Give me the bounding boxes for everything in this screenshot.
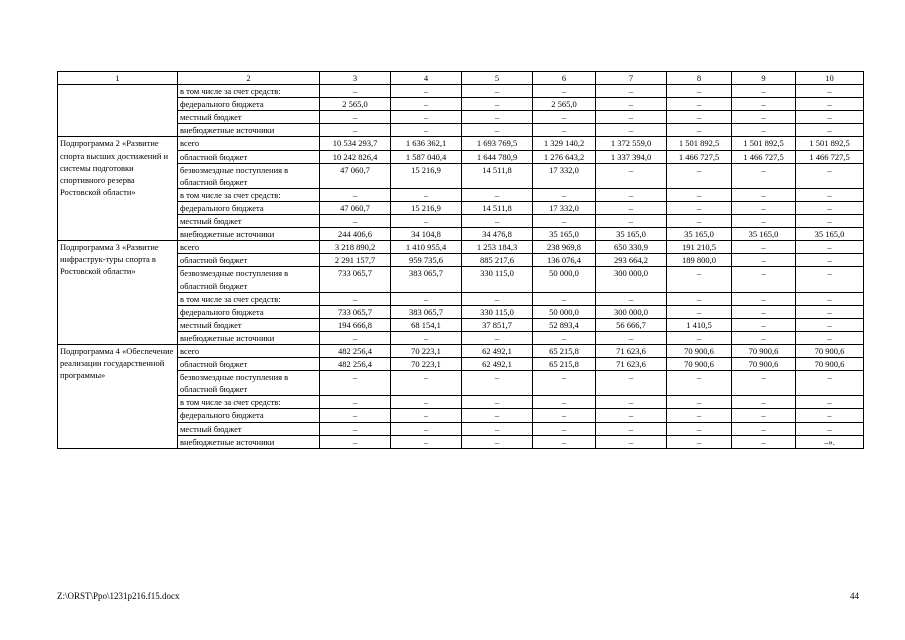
amount-cell: 1 693 769,5 bbox=[462, 137, 533, 150]
funding-source: федерального бюджета bbox=[178, 305, 320, 318]
amount-cell: – bbox=[533, 188, 596, 201]
table-row bbox=[58, 215, 864, 228]
amount-cell: 383 065,7 bbox=[391, 267, 462, 292]
funding-source: безвозмездные поступления в областной бюджет bbox=[178, 371, 320, 396]
subprogram-name: Подпрограмма 3 «Развитие инфраструк-туры спорта в Ростовской области» bbox=[58, 241, 178, 345]
amount-cell: 68 154,1 bbox=[391, 318, 462, 331]
amount-cell: – bbox=[596, 371, 667, 396]
amount-cell: – bbox=[533, 292, 596, 305]
amount-cell: 56 666,7 bbox=[596, 318, 667, 331]
amount-cell: – bbox=[732, 124, 796, 137]
amount-cell: –». bbox=[796, 435, 864, 448]
file-path: Z:\ORST\Ppo\1231p216.f15.docx bbox=[57, 591, 180, 601]
funding-source: безвозмездные поступления в областной бюджет bbox=[178, 163, 320, 188]
amount-cell: 50 000,0 bbox=[533, 267, 596, 292]
table-row bbox=[58, 358, 864, 371]
amount-cell: 1 501 892,5 bbox=[732, 137, 796, 150]
amount-cell: – bbox=[732, 98, 796, 111]
amount-cell: – bbox=[462, 98, 533, 111]
column-number: 3 bbox=[320, 72, 391, 85]
amount-cell: – bbox=[320, 331, 391, 344]
amount-cell: 47 060,7 bbox=[320, 163, 391, 188]
amount-cell: – bbox=[320, 409, 391, 422]
amount-cell: – bbox=[732, 371, 796, 396]
funding-source: федерального бюджета bbox=[178, 98, 320, 111]
amount-cell: 238 969,8 bbox=[533, 241, 596, 254]
amount-cell: – bbox=[732, 201, 796, 214]
table-row bbox=[58, 267, 864, 292]
amount-cell: – bbox=[796, 267, 864, 292]
funding-source: местный бюджет bbox=[178, 422, 320, 435]
amount-cell: – bbox=[796, 409, 864, 422]
amount-cell: – bbox=[732, 409, 796, 422]
amount-cell: 300 000,0 bbox=[596, 305, 667, 318]
header-row bbox=[58, 72, 864, 85]
amount-cell: – bbox=[596, 435, 667, 448]
column-number: 8 bbox=[667, 72, 732, 85]
amount-cell: 330 115,0 bbox=[462, 267, 533, 292]
amount-cell: – bbox=[391, 292, 462, 305]
amount-cell: – bbox=[391, 371, 462, 396]
amount-cell: – bbox=[596, 124, 667, 137]
amount-cell: – bbox=[596, 396, 667, 409]
amount-cell: – bbox=[462, 396, 533, 409]
amount-cell: 65 215,8 bbox=[533, 358, 596, 371]
table-row bbox=[58, 201, 864, 214]
amount-cell: 70 900,6 bbox=[796, 344, 864, 357]
subprogram-name: Подпрограмма 4 «Обеспечение реализации государственной программы» bbox=[58, 344, 178, 448]
subprogram-name bbox=[58, 85, 178, 137]
table-row bbox=[58, 124, 864, 137]
amount-cell: 2 291 157,7 bbox=[320, 254, 391, 267]
amount-cell: 2 565,0 bbox=[320, 98, 391, 111]
amount-cell: – bbox=[796, 201, 864, 214]
table-row bbox=[58, 422, 864, 435]
amount-cell: 3 218 890,2 bbox=[320, 241, 391, 254]
funding-source: в том числе за счет средств: bbox=[178, 188, 320, 201]
amount-cell: – bbox=[667, 409, 732, 422]
amount-cell: 70 900,6 bbox=[732, 344, 796, 357]
amount-cell: 1 253 184,3 bbox=[462, 241, 533, 254]
amount-cell: – bbox=[667, 188, 732, 201]
amount-cell: – bbox=[732, 254, 796, 267]
amount-cell: – bbox=[732, 163, 796, 188]
amount-cell: – bbox=[667, 267, 732, 292]
amount-cell: 293 664,2 bbox=[596, 254, 667, 267]
amount-cell: – bbox=[732, 305, 796, 318]
table-row bbox=[58, 98, 864, 111]
amount-cell: 70 223,1 bbox=[391, 358, 462, 371]
funding-source: всего bbox=[178, 241, 320, 254]
amount-cell: – bbox=[320, 371, 391, 396]
amount-cell: 35 165,0 bbox=[533, 228, 596, 241]
amount-cell: – bbox=[796, 111, 864, 124]
amount-cell: – bbox=[462, 371, 533, 396]
amount-cell: 35 165,0 bbox=[667, 228, 732, 241]
amount-cell: 1 501 892,5 bbox=[796, 137, 864, 150]
amount-cell: – bbox=[391, 331, 462, 344]
amount-cell: – bbox=[596, 188, 667, 201]
amount-cell: 70 900,6 bbox=[667, 344, 732, 357]
amount-cell: – bbox=[533, 371, 596, 396]
amount-cell: – bbox=[732, 188, 796, 201]
funding-source: областной бюджет bbox=[178, 150, 320, 163]
amount-cell: – bbox=[732, 396, 796, 409]
amount-cell: – bbox=[533, 215, 596, 228]
amount-cell: – bbox=[596, 201, 667, 214]
table-row bbox=[58, 331, 864, 344]
amount-cell: 1 466 727,5 bbox=[667, 150, 732, 163]
amount-cell: – bbox=[391, 85, 462, 98]
funding-source: внебюджетные источники bbox=[178, 331, 320, 344]
amount-cell: – bbox=[667, 305, 732, 318]
amount-cell: – bbox=[533, 409, 596, 422]
table-row bbox=[58, 435, 864, 448]
amount-cell: – bbox=[732, 215, 796, 228]
amount-cell: – bbox=[320, 215, 391, 228]
funding-source: в том числе за счет средств: bbox=[178, 85, 320, 98]
amount-cell: 1 276 643,2 bbox=[533, 150, 596, 163]
amount-cell: – bbox=[796, 215, 864, 228]
amount-cell: – bbox=[320, 396, 391, 409]
table-row bbox=[58, 396, 864, 409]
funding-source: местный бюджет bbox=[178, 318, 320, 331]
amount-cell: – bbox=[462, 422, 533, 435]
funding-source: безвозмездные поступления в областной бюджет bbox=[178, 267, 320, 292]
amount-cell: – bbox=[391, 215, 462, 228]
amount-cell: – bbox=[796, 163, 864, 188]
amount-cell: – bbox=[320, 85, 391, 98]
table-row bbox=[58, 371, 864, 396]
funding-source: в том числе за счет средств: bbox=[178, 396, 320, 409]
amount-cell: 189 800,0 bbox=[667, 254, 732, 267]
amount-cell: – bbox=[732, 422, 796, 435]
amount-cell: 244 406,6 bbox=[320, 228, 391, 241]
funding-source: федерального бюджета bbox=[178, 201, 320, 214]
amount-cell: 1 410,5 bbox=[667, 318, 732, 331]
amount-cell: – bbox=[796, 241, 864, 254]
amount-cell: 15 216,9 bbox=[391, 163, 462, 188]
amount-cell: – bbox=[667, 422, 732, 435]
amount-cell: 136 076,4 bbox=[533, 254, 596, 267]
table-row bbox=[58, 111, 864, 124]
table-row bbox=[58, 85, 864, 98]
column-number: 5 bbox=[462, 72, 533, 85]
funding-source: внебюджетные источники bbox=[178, 228, 320, 241]
amount-cell: 17 332,0 bbox=[533, 163, 596, 188]
amount-cell: – bbox=[732, 85, 796, 98]
funding-source: федерального бюджета bbox=[178, 409, 320, 422]
amount-cell: – bbox=[732, 331, 796, 344]
budget-table bbox=[57, 71, 864, 449]
funding-source: областной бюджет bbox=[178, 358, 320, 371]
amount-cell: – bbox=[533, 124, 596, 137]
amount-cell: – bbox=[732, 267, 796, 292]
amount-cell: – bbox=[320, 111, 391, 124]
amount-cell: – bbox=[320, 422, 391, 435]
amount-cell: – bbox=[667, 163, 732, 188]
table-row bbox=[58, 137, 864, 150]
amount-cell: 35 165,0 bbox=[596, 228, 667, 241]
amount-cell: – bbox=[596, 422, 667, 435]
amount-cell: 1 329 140,2 bbox=[533, 137, 596, 150]
funding-source: всего bbox=[178, 344, 320, 357]
amount-cell: 330 115,0 bbox=[462, 305, 533, 318]
amount-cell: – bbox=[462, 331, 533, 344]
amount-cell: – bbox=[796, 318, 864, 331]
amount-cell: – bbox=[732, 241, 796, 254]
column-number: 1 bbox=[58, 72, 178, 85]
column-number: 10 bbox=[796, 72, 864, 85]
column-number: 2 bbox=[178, 72, 320, 85]
amount-cell: – bbox=[462, 85, 533, 98]
amount-cell: – bbox=[462, 188, 533, 201]
amount-cell: 70 900,6 bbox=[667, 358, 732, 371]
amount-cell: 62 492,1 bbox=[462, 344, 533, 357]
amount-cell: – bbox=[667, 98, 732, 111]
amount-cell: – bbox=[533, 331, 596, 344]
table-row bbox=[58, 188, 864, 201]
amount-cell: – bbox=[796, 188, 864, 201]
amount-cell: – bbox=[732, 292, 796, 305]
amount-cell: 70 900,6 bbox=[796, 358, 864, 371]
amount-cell: – bbox=[533, 111, 596, 124]
amount-cell: – bbox=[596, 111, 667, 124]
amount-cell: – bbox=[320, 124, 391, 137]
amount-cell: – bbox=[462, 124, 533, 137]
column-number: 9 bbox=[732, 72, 796, 85]
amount-cell: – bbox=[732, 318, 796, 331]
amount-cell: 885 217,6 bbox=[462, 254, 533, 267]
column-number: 4 bbox=[391, 72, 462, 85]
amount-cell: 482 256,4 bbox=[320, 344, 391, 357]
table-row bbox=[58, 292, 864, 305]
amount-cell: 34 104,8 bbox=[391, 228, 462, 241]
amount-cell: – bbox=[796, 98, 864, 111]
amount-cell: – bbox=[796, 85, 864, 98]
amount-cell: – bbox=[796, 371, 864, 396]
amount-cell: – bbox=[796, 305, 864, 318]
amount-cell: 383 065,7 bbox=[391, 305, 462, 318]
amount-cell: 1 372 559,0 bbox=[596, 137, 667, 150]
amount-cell: 70 223,1 bbox=[391, 344, 462, 357]
amount-cell: – bbox=[596, 85, 667, 98]
column-number: 7 bbox=[596, 72, 667, 85]
amount-cell: – bbox=[596, 163, 667, 188]
amount-cell: – bbox=[462, 435, 533, 448]
amount-cell: – bbox=[667, 371, 732, 396]
amount-cell: – bbox=[462, 292, 533, 305]
amount-cell: – bbox=[596, 215, 667, 228]
amount-cell: 733 065,7 bbox=[320, 305, 391, 318]
amount-cell: 1 466 727,5 bbox=[796, 150, 864, 163]
column-number: 6 bbox=[533, 72, 596, 85]
amount-cell: – bbox=[667, 201, 732, 214]
amount-cell: 62 492,1 bbox=[462, 358, 533, 371]
amount-cell: – bbox=[667, 85, 732, 98]
amount-cell: 2 565,0 bbox=[533, 98, 596, 111]
amount-cell: – bbox=[796, 422, 864, 435]
table-row bbox=[58, 254, 864, 267]
amount-cell: – bbox=[533, 85, 596, 98]
amount-cell: – bbox=[320, 292, 391, 305]
amount-cell: 1 466 727,5 bbox=[732, 150, 796, 163]
amount-cell: – bbox=[596, 331, 667, 344]
amount-cell: 194 666,8 bbox=[320, 318, 391, 331]
amount-cell: – bbox=[667, 215, 732, 228]
funding-source: внебюджетные источники bbox=[178, 435, 320, 448]
amount-cell: 17 332,0 bbox=[533, 201, 596, 214]
amount-cell: 65 215,8 bbox=[533, 344, 596, 357]
amount-cell: – bbox=[796, 254, 864, 267]
amount-cell: 35 165,0 bbox=[732, 228, 796, 241]
amount-cell: – bbox=[391, 98, 462, 111]
table-row bbox=[58, 305, 864, 318]
amount-cell: – bbox=[796, 396, 864, 409]
subprogram-name: Подпрограмма 2 «Развитие спорта высших достижений и системы подготовки спортивного резерва Ростовской области» bbox=[58, 137, 178, 241]
funding-source: местный бюджет bbox=[178, 215, 320, 228]
amount-cell: – bbox=[391, 435, 462, 448]
amount-cell: – bbox=[596, 409, 667, 422]
amount-cell: 37 851,7 bbox=[462, 318, 533, 331]
amount-cell: – bbox=[391, 188, 462, 201]
amount-cell: – bbox=[796, 292, 864, 305]
funding-source: в том числе за счет средств: bbox=[178, 292, 320, 305]
amount-cell: – bbox=[320, 188, 391, 201]
amount-cell: 1 636 362,1 bbox=[391, 137, 462, 150]
amount-cell: 733 065,7 bbox=[320, 267, 391, 292]
table-row bbox=[58, 409, 864, 422]
amount-cell: – bbox=[667, 111, 732, 124]
amount-cell: 50 000,0 bbox=[533, 305, 596, 318]
amount-cell: 71 623,6 bbox=[596, 344, 667, 357]
amount-cell: 1 587 040,4 bbox=[391, 150, 462, 163]
amount-cell: – bbox=[462, 409, 533, 422]
amount-cell: 47 060,7 bbox=[320, 201, 391, 214]
amount-cell: 1 501 892,5 bbox=[667, 137, 732, 150]
amount-cell: 34 476,8 bbox=[462, 228, 533, 241]
amount-cell: – bbox=[796, 331, 864, 344]
table-row bbox=[58, 228, 864, 241]
amount-cell: – bbox=[320, 435, 391, 448]
amount-cell: 35 165,0 bbox=[796, 228, 864, 241]
page-number: 44 bbox=[850, 591, 859, 601]
amount-cell: – bbox=[533, 396, 596, 409]
amount-cell: 70 900,6 bbox=[732, 358, 796, 371]
amount-cell: – bbox=[462, 111, 533, 124]
funding-source: всего bbox=[178, 137, 320, 150]
amount-cell: – bbox=[462, 215, 533, 228]
amount-cell: 650 330,9 bbox=[596, 241, 667, 254]
table-row bbox=[58, 318, 864, 331]
amount-cell: 71 623,6 bbox=[596, 358, 667, 371]
amount-cell: – bbox=[391, 111, 462, 124]
amount-cell: 14 511,8 bbox=[462, 163, 533, 188]
amount-cell: – bbox=[533, 422, 596, 435]
amount-cell: 10 534 293,7 bbox=[320, 137, 391, 150]
amount-cell: – bbox=[596, 292, 667, 305]
amount-cell: 1 337 394,0 bbox=[596, 150, 667, 163]
amount-cell: 10 242 826,4 bbox=[320, 150, 391, 163]
amount-cell: – bbox=[391, 409, 462, 422]
amount-cell: – bbox=[667, 331, 732, 344]
amount-cell: – bbox=[596, 98, 667, 111]
amount-cell: 1 644 780,9 bbox=[462, 150, 533, 163]
table-row bbox=[58, 241, 864, 254]
funding-source: областной бюджет bbox=[178, 254, 320, 267]
funding-source: внебюджетные источники bbox=[178, 124, 320, 137]
amount-cell: – bbox=[732, 435, 796, 448]
amount-cell: 959 735,6 bbox=[391, 254, 462, 267]
amount-cell: 482 256,4 bbox=[320, 358, 391, 371]
amount-cell: 1 410 955,4 bbox=[391, 241, 462, 254]
table-row bbox=[58, 344, 864, 357]
table-row bbox=[58, 163, 864, 188]
funding-source: местный бюджет bbox=[178, 111, 320, 124]
amount-cell: 191 210,5 bbox=[667, 241, 732, 254]
amount-cell: – bbox=[732, 111, 796, 124]
amount-cell: – bbox=[391, 124, 462, 137]
table-row bbox=[58, 150, 864, 163]
amount-cell: – bbox=[391, 396, 462, 409]
amount-cell: 15 216,9 bbox=[391, 201, 462, 214]
amount-cell: 52 893,4 bbox=[533, 318, 596, 331]
amount-cell: 14 511,8 bbox=[462, 201, 533, 214]
amount-cell: – bbox=[667, 396, 732, 409]
amount-cell: – bbox=[667, 435, 732, 448]
amount-cell: – bbox=[533, 435, 596, 448]
amount-cell: – bbox=[391, 422, 462, 435]
amount-cell: – bbox=[796, 124, 864, 137]
amount-cell: 300 000,0 bbox=[596, 267, 667, 292]
amount-cell: – bbox=[667, 124, 732, 137]
amount-cell: – bbox=[667, 292, 732, 305]
